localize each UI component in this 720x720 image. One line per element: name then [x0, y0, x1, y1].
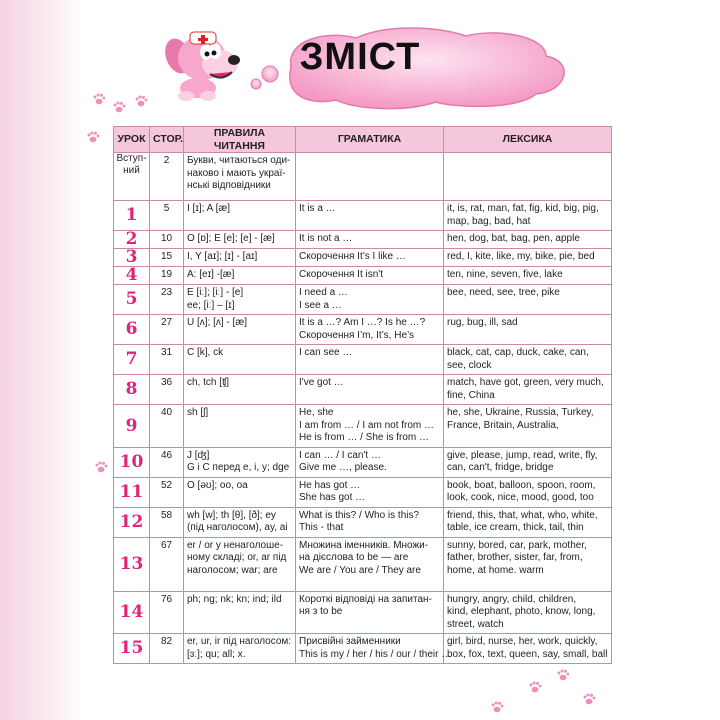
page-number: 82 — [150, 634, 184, 664]
cell-line: hungry, angry, child, children, — [447, 593, 577, 605]
cell-line: sh [ʃ] — [187, 407, 209, 418]
vocabulary-cell — [444, 375, 612, 405]
cell-line: sunny, bored, car, park, mother, — [447, 539, 587, 551]
cell-line: It is a …? Am I …? Is he …? — [299, 317, 426, 328]
cell-line: I [ɪ]; A [æ] — [187, 203, 231, 214]
cell-line: it, is, rat, man, fat, fig, kid, big, pig, — [447, 203, 599, 214]
grammar-cell — [296, 447, 444, 477]
cell-line: ня з to be — [299, 606, 343, 617]
paw-print-icon — [112, 100, 126, 114]
cell-line: match, have got, green, very much, — [447, 377, 604, 388]
cell-line: I am from … / I am not from … — [299, 419, 435, 431]
cell-line: I see a … — [299, 299, 342, 311]
reading-rules-cell — [184, 153, 296, 201]
paw-print-icon — [92, 92, 106, 106]
header-lesson: УРОК — [114, 127, 150, 153]
page-number: 23 — [150, 285, 184, 315]
table-row — [114, 153, 612, 201]
cell-line: Give me …, please. — [299, 462, 387, 473]
paw-print-icon — [94, 460, 108, 474]
cell-line: на дієслова to be — are — [299, 552, 409, 563]
table-row — [114, 267, 612, 285]
grammar-cell — [296, 345, 444, 375]
cell-line: What is this? / Who is this? — [299, 509, 420, 521]
lesson-number: 7 — [114, 345, 150, 375]
reading-rules-cell — [184, 405, 296, 448]
page-number: 76 — [150, 591, 184, 634]
grammar-cell — [296, 591, 444, 634]
vocabulary-cell — [444, 537, 612, 591]
vocabulary-cell — [444, 447, 612, 477]
cell-line: book, boat, balloon, spoon, room, — [447, 479, 596, 491]
reading-rules-cell — [184, 285, 296, 315]
page-number: 2 — [150, 153, 184, 201]
cell-line: wh [w]; th [θ], [ð]; ey — [187, 509, 276, 521]
grammar-cell — [296, 267, 444, 285]
dog-mascot-icon — [150, 22, 260, 102]
header-grammar: ГРАМАТИКА — [296, 127, 444, 153]
vocabulary-cell — [444, 267, 612, 285]
cell-line: he, she, Ukraine, Russia, Turkey, — [447, 407, 594, 418]
page-number: 52 — [150, 477, 184, 507]
cell-line: ee; [iː] – [ɪ] — [187, 299, 235, 311]
page-number: 67 — [150, 537, 184, 591]
grammar-cell — [296, 315, 444, 345]
vocabulary-cell — [444, 634, 612, 664]
grammar-cell — [296, 477, 444, 507]
table-row — [114, 405, 612, 448]
lesson-number: 15 — [114, 634, 150, 664]
table-row — [114, 231, 612, 249]
cell-line: наголосом; war; are — [187, 564, 278, 576]
reading-rules-cell — [184, 249, 296, 267]
cell-line: friend, this, that, what, who, white, — [447, 509, 598, 521]
cell-line: It is not a … — [299, 233, 353, 244]
cell-line: I can see … — [299, 347, 353, 358]
table-header-row — [114, 127, 612, 153]
cell-line: ному складі; or, ar під — [187, 552, 287, 563]
lesson-number: 14 — [114, 591, 150, 634]
cell-line: This - that — [299, 522, 344, 533]
cell-line: home, at home. warm — [447, 564, 544, 576]
cell-line: C [k], ck — [187, 347, 224, 358]
cell-line: ph; ng; nk; kn; ind; ild — [187, 593, 282, 605]
cell-line: look, cook, nice, mood, good, too — [447, 492, 594, 503]
cell-line: He is from … / She is from … — [299, 432, 430, 443]
table-row — [114, 591, 612, 634]
grammar-cell — [296, 285, 444, 315]
lesson-number: 6 — [114, 315, 150, 345]
cell-line: It is a … — [299, 203, 336, 214]
table-row — [114, 345, 612, 375]
vocabulary-cell — [444, 507, 612, 537]
cell-line: She has got … — [299, 492, 366, 503]
grammar-cell — [296, 249, 444, 267]
vocabulary-cell — [444, 153, 612, 201]
cell-line: наково і мають украї- — [187, 167, 286, 179]
table-row — [114, 507, 612, 537]
reading-rules-cell — [184, 591, 296, 634]
cell-line: Букви, читаються оди- — [187, 155, 291, 166]
cell-line: (під наголосом), ay, ai — [187, 522, 288, 533]
cell-line: box, fox, text, queen, say, small, ball — [447, 648, 608, 660]
cell-line: A: [eɪ] -[æ] — [187, 269, 235, 280]
page-number: 46 — [150, 447, 184, 477]
cell-line: map, bag, bad, hat — [447, 215, 531, 227]
grammar-cell — [296, 405, 444, 448]
cell-line: Присвійні займенники — [299, 636, 401, 647]
paw-print-icon — [582, 692, 596, 706]
page-title: ЗМІСТ — [299, 36, 421, 78]
vocabulary-cell — [444, 477, 612, 507]
cell-line: Множина іменників. Множи- — [299, 539, 429, 551]
paw-print-icon — [528, 680, 542, 694]
cell-line: U [ʌ]; [ʌ] - [æ] — [187, 317, 248, 328]
table-row — [114, 447, 612, 477]
cell-line: street, watch — [447, 618, 504, 630]
lesson-number: 11 — [114, 477, 150, 507]
reading-rules-cell — [184, 315, 296, 345]
reading-rules-cell — [184, 447, 296, 477]
cell-line: This is my / her / his / our / their … — [299, 648, 452, 660]
cell-line: black, cat, cap, duck, cake, can, — [447, 347, 589, 358]
header-vocabulary: ЛЕКСИКА — [444, 127, 612, 153]
lesson-number: 9 — [114, 405, 150, 448]
cell-line: er / or у ненаголоше- — [187, 539, 284, 551]
table-row — [114, 315, 612, 345]
table-body — [114, 153, 612, 664]
cell-line: father, brother, sister, far, from, — [447, 552, 583, 563]
cell-line: G і C перед e, i, y; dge — [187, 462, 290, 473]
cell-line: rug, bug, ill, sad — [447, 317, 518, 328]
table-row — [114, 201, 612, 231]
cell-line: fine, China — [447, 389, 495, 401]
vocabulary-cell — [444, 345, 612, 375]
cell-line: We are / You are / They are — [299, 564, 421, 576]
cell-line: ten, nine, seven, five, lake — [447, 269, 563, 280]
lesson-number: Вступ-ний — [114, 153, 150, 201]
page-number: 19 — [150, 267, 184, 285]
cell-line: France, Britain, Australia, — [447, 419, 559, 431]
lesson-number: 8 — [114, 375, 150, 405]
vocabulary-cell — [444, 315, 612, 345]
lesson-number: 12 — [114, 507, 150, 537]
cell-line: red, I, kite, like, my, bike, pie, bed — [447, 251, 595, 262]
cell-line: er, ur, ir під наголосом: — [187, 636, 292, 647]
page-number: 36 — [150, 375, 184, 405]
lesson-number: 4 — [114, 267, 150, 285]
reading-rules-cell — [184, 537, 296, 591]
lesson-number: 13 — [114, 537, 150, 591]
grammar-cell — [296, 375, 444, 405]
cell-line: I've got … — [299, 377, 344, 388]
cell-line: Скорочення It isn't — [299, 269, 383, 280]
cell-line: Короткі відповіді на запитан- — [299, 593, 432, 605]
paw-print-icon — [556, 668, 570, 682]
cell-line: bee, need, see, tree, pike — [447, 287, 560, 298]
header-page: СТОР. — [150, 127, 184, 153]
vocabulary-cell — [444, 201, 612, 231]
page-number: 40 — [150, 405, 184, 448]
cell-line: see, clock — [447, 359, 492, 371]
cell-line: girl, bird, nurse, her, work, quickly, — [447, 636, 598, 647]
cell-line: J [ʤ] — [187, 449, 210, 461]
table-row — [114, 477, 612, 507]
cell-line: can, can't, fridge, bridge — [447, 462, 554, 473]
table-row — [114, 375, 612, 405]
reading-rules-cell — [184, 375, 296, 405]
reading-rules-cell — [184, 267, 296, 285]
cell-line: kind, elephant, photo, know, long, — [447, 606, 596, 617]
reading-rules-cell — [184, 231, 296, 249]
grammar-cell — [296, 537, 444, 591]
decorative-side-strip — [0, 0, 84, 720]
page-number: 5 — [150, 201, 184, 231]
table-row — [114, 537, 612, 591]
vocabulary-cell — [444, 405, 612, 448]
grammar-cell — [296, 201, 444, 231]
reading-rules-cell — [184, 634, 296, 664]
lesson-number: 1 — [114, 201, 150, 231]
cell-line: I, Y [aɪ]; [ɪ] - [aɪ] — [187, 251, 258, 262]
cell-line: [ɜː]; qu; all; x. — [187, 648, 246, 660]
cell-line: нські відповідники — [187, 180, 271, 191]
lesson-number: 5 — [114, 285, 150, 315]
cell-line: O [əʊ]; oo, oa — [187, 479, 248, 491]
page-number: 31 — [150, 345, 184, 375]
reading-rules-cell — [184, 201, 296, 231]
cell-line: E [iː]; [iː] - [e] — [187, 287, 244, 298]
grammar-cell — [296, 231, 444, 249]
vocabulary-cell — [444, 285, 612, 315]
cell-line: O [ɒ]; E [e]; [e] - [æ] — [187, 233, 275, 244]
reading-rules-cell — [184, 507, 296, 537]
paw-print-icon — [134, 94, 148, 108]
cell-line: hen, dog, bat, bag, pen, apple — [447, 233, 580, 244]
lesson-number: 3 — [114, 249, 150, 267]
paw-print-icon — [490, 700, 504, 714]
lesson-number: 10 — [114, 447, 150, 477]
cell-line: ch, tch [ʧ] — [187, 377, 230, 388]
cell-line: table, ice cream, thick, tail, thin — [447, 522, 584, 533]
cell-line: I need a … — [299, 287, 348, 298]
page-number: 58 — [150, 507, 184, 537]
cell-line: I can … / I can't … — [299, 449, 381, 461]
table-row — [114, 634, 612, 664]
vocabulary-cell — [444, 249, 612, 267]
table-row — [114, 249, 612, 267]
grammar-cell — [296, 507, 444, 537]
table-row — [114, 285, 612, 315]
vocabulary-cell — [444, 591, 612, 634]
grammar-cell — [296, 153, 444, 201]
contents-table — [113, 126, 612, 664]
page-number: 27 — [150, 315, 184, 345]
cell-line: give, please, jump, read, write, fly, — [447, 449, 598, 461]
page-number: 15 — [150, 249, 184, 267]
cell-line: Скорочення It’s I like … — [299, 251, 406, 262]
cell-line: Скорочення I’m, It’s, He’s — [299, 329, 415, 341]
paw-print-icon — [86, 130, 100, 144]
lesson-number: 2 — [114, 231, 150, 249]
header-reading-rules: ПРАВИЛА ЧИТАННЯ — [184, 127, 296, 153]
grammar-cell — [296, 634, 452, 664]
reading-rules-cell — [184, 345, 296, 375]
vocabulary-cell — [444, 231, 612, 249]
cell-line: He has got … — [299, 479, 361, 491]
reading-rules-cell — [184, 477, 296, 507]
page-number: 10 — [150, 231, 184, 249]
cell-line: He, she — [299, 407, 334, 418]
